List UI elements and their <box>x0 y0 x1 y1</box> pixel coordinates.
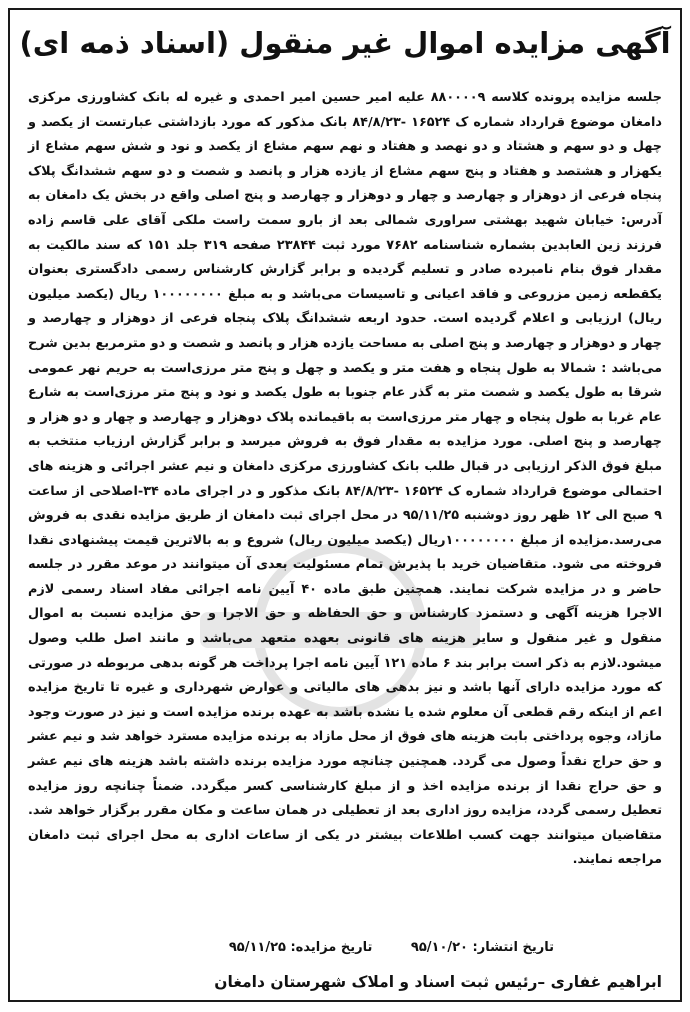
auction-date: تاریخ مزایده: ۹۵/۱۱/۲۵ <box>228 940 373 955</box>
signature-line: ابراهیم غفاری –رئیس ثبت اسناد و املاک شهرستان دامغان <box>214 973 662 991</box>
auction-notice <box>8 8 682 1002</box>
notice-body: جلسه مزایده پرونده کلاسه ۸۸۰۰۰۰۹ علیه امیر حسین امیر احمدی و غیره له بانک کشاورزی مرکزی دامغان موضوع قرارداد شماره ک ۱۶۵۲۴ -۸۴/۸/۲۳ بانک مذکور که مورد بازداشتی عبارتست از یکصد و چهل و دو سهم و هشتاد و دو نهصد و هفتاد و نهم سهم مشاع از یکصد و نود و شش سهم مشاع از یکهزار و هشتصد و هفتاد و پنج سهم مشاع از یازده هزار و پانصد و شصت و دو سهم ششدانگ پلاک پنجاه فرعی از دوهزار و چهارصد و چهار و دوهزار و چهارصد و پنج اصلی واقع در بخش یک دامغان به آدرس: خیابان شهید بهشتی سراوری شمالی بعد از بارو سمت راست ملکی آقای علی قاسم زاده فرزند زین العابدین بشماره شناسنامه ۷۶۸۲ مورد ثبت ۲۳۸۴۴ صفحه ۳۱۹ جلد ۱۵۱ که سند مالکیت به مقدار فوق بنام نامبرده صادر و تسلیم گردیده و برابر گزارش کارشناس رسمی دادگستری بعنوان یکقطعه زمین مزروعی و فاقد اعیانی و تاسیسات می‌باشد و به مبلغ ۱۰۰۰۰۰۰۰۰ ریال (یکصد میلیون ریال) ارزیابی و اعلام گردیده است. حدود اربعه ششدانگ پلاک پنجاه فرعی از دوهزار و چهارصد و چهار و دوهزار و چهارصد و پنج اصلی به مساحت یازده هزار و پانصد و شصت و دو مترمربع بدین شرح می‌باشد : شمالا به طول پنجاه و هفت متر و یکصد و چهل و پنج متر مرزی‌است به حریم نهر عمومی شرقا به طول یکصد و شصت متر به گذر عام جنوبا به طول یکصد و نود و پنج متر مرزی‌است به شارع عام غربا به طول پنجاه و چهار متر مرزی‌است به باقیمانده پلاک دوهزار و چهارصد و چهار و دو هزار و چهارصد و پنج اصلی. مورد مزایده به مقدار فوق به فروش میرسد و برابر گزارش ارزیاب منتخب به مبلغ فوق الذکر ارزیابی در قبال طلب بانک کشاورزی مرکزی دامغان و نیم عشر اجرائی و هزینه های احتمالی موضوع قرارداد شماره ک ۱۶۵۲۴ -۸۴/۸/۲۳ بانک مذکور و در اجرای ماده ۳۴-اصلاحی از ساعت ۹ صبح الی ۱۲ ظهر روز دوشنبه ۹۵/۱۱/۲۵ در محل اجرای ثبت دامغان از طریق مزایده نقدی به فروش می‌رسد.مزایده از مبلغ ۱۰۰۰۰۰۰۰۰ریال (یکصد میلیون ریال) شروع و به بالاترین قیمت پیشنهادی نقدا فروخته می شود. متقاضیان خرید با پذیرش تمام مسئولیت بعدی آن میتوانند در موعد مقرر در جلسه حاضر و در مزایده شرکت نمایند. همچنین طبق ماده ۴۰ آیین نامه اجرائی مفاد اسناد رسمی لازم الاجرا هزینه آگهی و دستمزد کارشناس و حق الحفاظه و حق الاجرا و حق مزایده نسبت به اموال منقول و غیر منقول و سایر هزینه های قانونی بعهده متعهد می‌باشد و مانند اصل طلب وصول میشود.لازم به ذکر است برابر بند ۶ ماده ۱۲۱ آیین نامه اجرا پرداخت هر گونه بدهی مربوطه در صورتی که مورد مزایده دارای آنها باشد و نیز بدهی های مالیاتی و عوارض شهرداری و غیره تا تاریخ مزایده اعم از اینکه رقم قطعی آن معلوم شده یا نشده باشد به عهده برنده مزایده است و نیز در صورت وجود مازاد، وجوه پرداختی بابت هزینه های فوق از محل مازاد به برنده مزایده مسترد خواهد شد و نیم عشر و حق حراج نقداً وصول می گردد. همچنین چنانچه مورد مزایده برنده داشته باشد هزینه های نیم عشر و حق حراج نقدا از برنده مزایده اخذ و از مبلغ کارشناسی کسر میگردد. ضمناً چنانچه روز مزایده تعطیل رسمی گردد، مزایده روز اداری بعد از تعطیلی در همان ساعت و مکان مقرر برگزار خواهد شد. متقاضیان میتوانند جهت کسب اطلاعات بیشتر در یکی از ساعات اداری به محل اجرای ثبت دامغان مراجعه نمایند. <box>28 90 663 868</box>
notice-title: آگهی مزایده اموال غیر منقول (اسناد ذمه ای) <box>19 26 671 60</box>
publish-date: تاریخ انتشار: ۹۵/۱۰/۲۰ <box>410 940 554 955</box>
notice-dates <box>195 940 554 955</box>
